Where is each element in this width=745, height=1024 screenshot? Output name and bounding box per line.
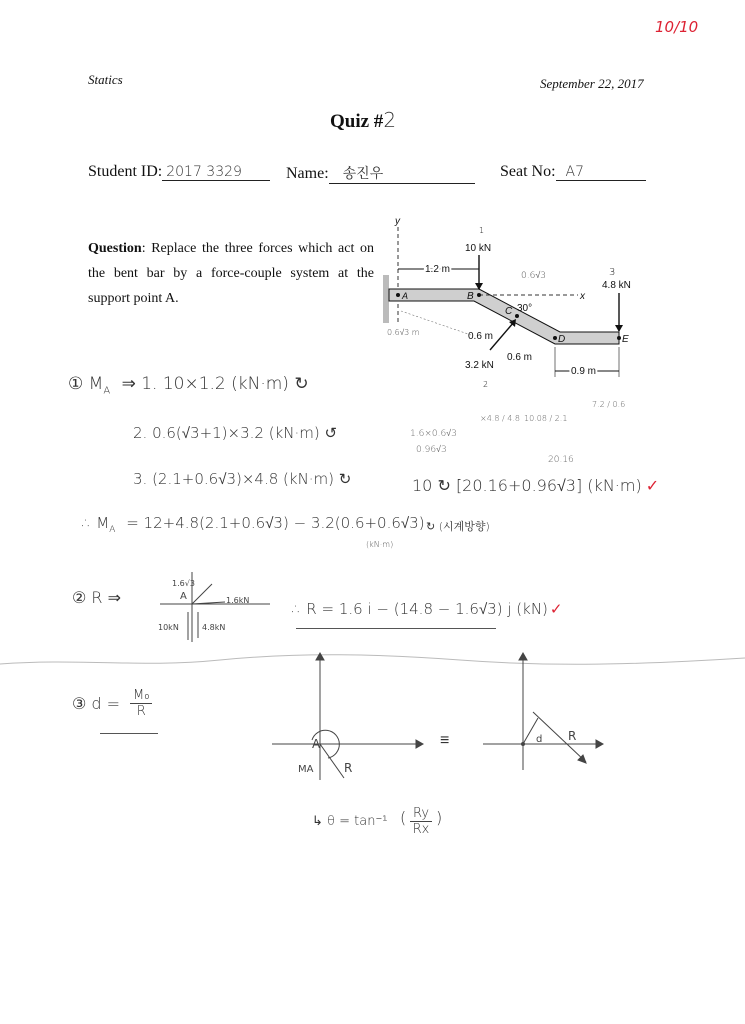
ma-direction: ↻ (시계방향) bbox=[426, 520, 490, 533]
label-b: B bbox=[467, 291, 474, 302]
step1-sub: A bbox=[103, 385, 111, 397]
student-id-field bbox=[88, 163, 270, 181]
side-calc-4: 10.08 / 2.1 bbox=[524, 414, 568, 423]
dim-09-label: 0.9 m bbox=[571, 366, 597, 377]
label-a: A bbox=[402, 291, 409, 301]
moment-line-3: 3. (2.1+0.6√3)×4.8 (kN·m) ↻ bbox=[133, 470, 352, 488]
side-calc-3: ×4.8 / 4.8 bbox=[480, 414, 520, 423]
force-10kn-label: 10 kN bbox=[465, 243, 492, 254]
quiz-date: September 22, 2017 bbox=[540, 76, 644, 91]
step1-moment bbox=[68, 374, 309, 396]
y-axis-label: y bbox=[395, 216, 400, 227]
r-result bbox=[292, 600, 562, 618]
label-e: E bbox=[622, 334, 629, 345]
r-result-text: ∴ R = 1.6 i − (14.8 − 1.6√3) j (kN) bbox=[292, 600, 548, 618]
moment-sketch bbox=[262, 650, 427, 785]
side-calc-5: 7.2 / 0.6 bbox=[592, 400, 626, 409]
sk3-r-label: R bbox=[568, 729, 577, 743]
point-b bbox=[477, 293, 481, 297]
sk2-ma-label: MA bbox=[298, 764, 314, 775]
seat-value: A7 bbox=[556, 164, 646, 181]
sk3-y-arrowhead bbox=[519, 653, 527, 660]
fbd-a-label: A bbox=[180, 591, 187, 602]
sk2-r-label: R bbox=[344, 761, 353, 775]
side-calc-2: 0.96√3 bbox=[416, 445, 447, 455]
side-calc-1: 1.6×0.6√3 bbox=[410, 429, 457, 439]
note-2: 2 bbox=[483, 380, 489, 389]
dim-12-label: 1.2 m bbox=[425, 264, 451, 275]
bent-bar-diagram bbox=[383, 215, 643, 390]
seat-field bbox=[500, 163, 646, 181]
quiz-number: 2 bbox=[383, 108, 397, 132]
dim-06a-label: 0.6 m bbox=[468, 331, 494, 342]
distance-sketch bbox=[478, 650, 608, 780]
theta-paren-left: ( bbox=[400, 808, 407, 827]
moment-line-1: ⇒ 1. 10×1.2 (kN·m) ↻ bbox=[121, 374, 309, 394]
moment-result bbox=[412, 476, 659, 496]
ma-eq-rest: = 12+4.8(2.1+0.6√3) − 3.2(0.6+0.6√3) bbox=[126, 514, 425, 532]
sk2-y-arrowhead bbox=[316, 653, 324, 660]
support-wall bbox=[383, 275, 389, 323]
theta-fraction bbox=[410, 806, 432, 837]
step3-distance: ③ d = bbox=[72, 694, 121, 713]
sk2-a-label: A bbox=[312, 737, 321, 751]
theta-num: Ry bbox=[410, 806, 432, 822]
frac-den: R bbox=[136, 704, 146, 719]
name-label: Name: bbox=[286, 165, 329, 182]
fbd-sketch bbox=[150, 572, 275, 647]
page-title bbox=[330, 108, 396, 133]
theta-paren-right: ) bbox=[436, 808, 443, 827]
moment-result-text: 10 ↻ [20.16+0.96√3] (kN·m) bbox=[412, 476, 642, 495]
note-06v3m: 0.6√3 m bbox=[387, 328, 420, 337]
x-axis-label: x bbox=[580, 291, 585, 302]
student-id-value: 2017 3329 bbox=[162, 164, 270, 181]
force-32kn-arrow bbox=[490, 322, 514, 350]
point-c bbox=[515, 314, 519, 318]
dim-06b-label: 0.6 m bbox=[507, 352, 533, 363]
label-c: C bbox=[505, 306, 513, 317]
note-3: 3 bbox=[609, 267, 616, 278]
sk2-r-vector bbox=[320, 744, 344, 778]
force-32kn-label: 3.2 kN bbox=[465, 360, 494, 371]
question-text bbox=[88, 236, 374, 311]
course-name: Statics bbox=[88, 72, 123, 87]
ma-eq-label: ∴ M bbox=[82, 514, 110, 532]
force-48kn-head bbox=[615, 325, 623, 332]
name-value: 송진우 bbox=[329, 163, 475, 184]
equivalence-sign: ≡ bbox=[440, 730, 450, 749]
student-id-label: Student ID: bbox=[88, 163, 163, 180]
step1-label: ① M bbox=[68, 374, 104, 394]
grade-mark: 10/10 bbox=[655, 18, 699, 36]
fbd-48-label: 4.8kN bbox=[202, 623, 226, 632]
point-e bbox=[617, 336, 621, 340]
point-a bbox=[396, 293, 400, 297]
fbd-16v3-label: 1.6√3 bbox=[172, 579, 195, 588]
fbd-10-label: 10kN bbox=[158, 623, 179, 632]
sk3-x-arrowhead bbox=[596, 740, 603, 748]
ma-equation bbox=[82, 514, 425, 535]
theta-formula: ↳ θ = tan⁻¹ bbox=[312, 814, 388, 829]
side-sum: 20.16 bbox=[548, 455, 574, 465]
title-text: Quiz # bbox=[330, 111, 384, 132]
note-1: 1 bbox=[479, 226, 485, 235]
d-fraction bbox=[130, 688, 152, 719]
d-underline bbox=[100, 733, 158, 734]
note-06v3: 0.6√3 bbox=[521, 271, 546, 281]
ma-unit: (kN·m) bbox=[366, 540, 394, 549]
step2-resultant: ② R ⇒ bbox=[72, 588, 122, 607]
sk3-origin bbox=[521, 742, 525, 746]
sk2-x-arrowhead bbox=[416, 740, 423, 748]
fbd-diag-arrow bbox=[192, 584, 212, 604]
sk3-d-label: d bbox=[536, 734, 543, 745]
moment-line-2: 2. 0.6(√3+1)×3.2 (kN·m) ↺ bbox=[133, 424, 338, 442]
question-body: : Replace the three forces which act on the bent bar by a force-couple system at the support point A. bbox=[88, 241, 374, 306]
theta-den: Rx bbox=[412, 822, 430, 837]
fbd-16-label: 1.6kN bbox=[226, 596, 250, 605]
force-48kn-label: 4.8 kN bbox=[602, 280, 631, 291]
checkmark-1: ✓ bbox=[645, 476, 660, 495]
question-label: Question bbox=[88, 241, 142, 256]
angle-label: 30° bbox=[517, 303, 533, 314]
frac-num: M₀ bbox=[130, 688, 152, 704]
name-field bbox=[286, 163, 475, 184]
checkmark-2: ✓ bbox=[549, 600, 563, 618]
seat-label: Seat No: bbox=[500, 163, 556, 180]
r-underline bbox=[296, 628, 496, 629]
label-d: D bbox=[558, 334, 566, 345]
point-d bbox=[553, 336, 557, 340]
ma-eq-sub: A bbox=[109, 525, 116, 535]
